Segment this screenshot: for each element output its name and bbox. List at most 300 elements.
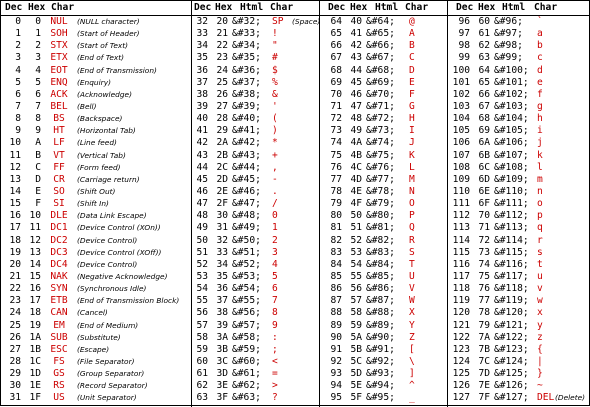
hex-value: 34 <box>216 258 228 270</box>
table-row <box>320 368 447 380</box>
hex-value: 44 <box>350 64 362 76</box>
table-row <box>1 150 191 162</box>
column-header <box>320 1 447 16</box>
html-code: &#35; <box>232 52 261 64</box>
dec-value: 39 <box>196 100 208 112</box>
header-char: Char <box>270 2 294 13</box>
dec-value: 58 <box>196 331 208 343</box>
dec-value: 91 <box>330 343 342 355</box>
char-value: Q <box>409 222 415 234</box>
char-description: (Line feed) <box>77 138 117 148</box>
hex-value: 69 <box>478 125 490 137</box>
dec-value: 57 <box>196 319 208 331</box>
hex-value: 57 <box>350 295 362 307</box>
char-value: @ <box>409 16 415 27</box>
dec-value: 73 <box>330 125 342 137</box>
table-row <box>320 40 447 52</box>
dec-value: 126 <box>452 380 470 392</box>
dec-value: 62 <box>196 380 208 392</box>
html-code: &#43; <box>232 149 261 161</box>
char-description: (Acknowledge) <box>77 89 132 99</box>
table-row <box>1 344 191 356</box>
dec-value: 36 <box>196 64 208 76</box>
hex-value: 2E <box>216 185 228 197</box>
char-description: (Bell) <box>77 101 97 111</box>
hex-value: E <box>35 185 41 197</box>
html-code: &#92; <box>366 355 395 367</box>
hex-value: 29 <box>216 125 228 137</box>
table-row <box>192 307 319 319</box>
header-dec: Dec <box>5 2 23 13</box>
html-code: &#87; <box>366 295 395 307</box>
char-value: u <box>537 270 543 282</box>
html-code: &#79; <box>366 198 395 210</box>
table-row <box>448 235 590 247</box>
hex-value: 35 <box>216 270 228 282</box>
hex-value: 6B <box>478 149 490 161</box>
char-value: ) <box>272 125 278 137</box>
char-value: 5 <box>272 270 278 282</box>
html-code: &#126; <box>494 380 529 392</box>
dec-value: 7 <box>15 100 21 112</box>
dec-value: 97 <box>458 28 470 40</box>
hex-value: 50 <box>350 210 362 222</box>
hex-value: 1A <box>29 331 41 343</box>
char-value: c <box>537 52 543 64</box>
hex-value: 8 <box>35 113 41 125</box>
table-row <box>320 65 447 77</box>
char-value: + <box>272 149 278 161</box>
char-description: (Form feed) <box>77 162 121 172</box>
char-value: U <box>409 270 415 282</box>
dec-value: 49 <box>196 222 208 234</box>
html-code: &#107; <box>494 149 529 161</box>
dec-value: 109 <box>452 173 470 185</box>
ascii-column-uppercase <box>320 1 448 407</box>
char-value: EOT <box>50 64 68 76</box>
char-value: * <box>272 137 278 149</box>
html-code: &#41; <box>232 125 261 137</box>
char-value: G <box>409 100 415 112</box>
hex-value: 7F <box>478 392 490 404</box>
table-row <box>448 283 590 295</box>
char-value: | <box>537 355 543 367</box>
char-description: (End of Text) <box>77 53 125 63</box>
html-code: &#88; <box>366 307 395 319</box>
table-row <box>320 198 447 210</box>
dec-value: 106 <box>452 137 470 149</box>
hex-value: 2D <box>216 173 228 185</box>
table-row <box>192 235 319 247</box>
char-value: z <box>537 331 543 343</box>
html-code: &#91; <box>366 343 395 355</box>
html-code: &#57; <box>232 319 261 331</box>
char-value: J <box>409 137 415 149</box>
html-code: &#111; <box>494 198 529 210</box>
char-value: ^ <box>409 380 415 392</box>
hex-value: 18 <box>29 307 41 319</box>
dec-value: 78 <box>330 185 342 197</box>
char-value: % <box>272 76 278 88</box>
html-code: &#116; <box>494 258 529 270</box>
table-row <box>1 392 191 404</box>
dec-value: 56 <box>196 307 208 319</box>
table-row <box>192 186 319 198</box>
dec-value: 125 <box>452 368 470 380</box>
table-row <box>320 271 447 283</box>
table-row <box>192 65 319 77</box>
hex-value: 71 <box>478 222 490 234</box>
dec-value: 26 <box>9 331 21 343</box>
header-dec: Dec <box>456 2 474 13</box>
column-rows <box>192 16 319 405</box>
char-value: a <box>537 28 543 40</box>
table-row <box>192 222 319 234</box>
table-row <box>192 28 319 40</box>
html-code: &#60; <box>232 355 261 367</box>
char-value: R <box>409 234 415 246</box>
dec-value: 69 <box>330 76 342 88</box>
table-row <box>448 150 590 162</box>
html-code: &#80; <box>366 210 395 222</box>
dec-value: 114 <box>452 234 470 246</box>
dec-value: 14 <box>9 185 21 197</box>
char-description: (Shift Out) <box>77 186 116 196</box>
dec-value: 121 <box>452 319 470 331</box>
html-code: &#32; <box>232 16 261 27</box>
dec-value: 124 <box>452 355 470 367</box>
char-description: (Group Separator) <box>77 369 145 379</box>
dec-value: 42 <box>196 137 208 149</box>
hex-value: 5F <box>350 392 362 404</box>
html-code: &#110; <box>494 185 529 197</box>
table-row <box>320 332 447 344</box>
char-value: x <box>537 307 543 319</box>
char-value: d <box>537 64 543 76</box>
dec-value: 3 <box>15 52 21 64</box>
char-value: SI <box>53 198 65 210</box>
dec-value: 120 <box>452 307 470 319</box>
table-row <box>192 210 319 222</box>
hex-value: 63 <box>478 52 490 64</box>
dec-value: 59 <box>196 343 208 355</box>
table-row <box>1 198 191 210</box>
html-code: &#85; <box>366 270 395 282</box>
header-hex: Hex <box>478 2 496 13</box>
table-row <box>448 198 590 210</box>
html-code: &#75; <box>366 149 395 161</box>
hex-value: 22 <box>216 40 228 52</box>
html-code: &#76; <box>366 161 395 173</box>
hex-value: D <box>35 173 41 185</box>
dec-value: 30 <box>9 380 21 392</box>
table-row <box>320 380 447 392</box>
char-description: (Record Separator) <box>77 381 148 391</box>
table-row <box>1 137 191 149</box>
dec-value: 99 <box>458 52 470 64</box>
table-row <box>320 259 447 271</box>
dec-value: 41 <box>196 125 208 137</box>
table-row <box>448 392 590 404</box>
html-code: &#44; <box>232 161 261 173</box>
hex-value: 0 <box>35 16 41 27</box>
char-description: (Escape) <box>77 344 110 354</box>
table-row <box>192 89 319 101</box>
hex-value: 15 <box>29 270 41 282</box>
html-code: &#81; <box>366 222 395 234</box>
char-description: (Shift In) <box>77 199 109 209</box>
hex-value: 1D <box>29 368 41 380</box>
dec-value: 85 <box>330 270 342 282</box>
table-row <box>320 392 447 404</box>
dec-value: 47 <box>196 198 208 210</box>
html-code: &#69; <box>366 76 395 88</box>
header-dec: Dec <box>194 2 212 13</box>
char-description: (End of Medium) <box>77 320 139 330</box>
char-value: B <box>409 40 415 52</box>
char-value: SUB <box>50 331 68 343</box>
dec-value: 2 <box>15 40 21 52</box>
char-description: (Device Control) <box>77 259 138 269</box>
char-value: j <box>537 137 543 149</box>
table-row <box>1 380 191 392</box>
hex-value: 4B <box>350 149 362 161</box>
char-value: m <box>537 173 543 185</box>
char-description: (Substitute) <box>77 332 121 342</box>
dec-value: 117 <box>452 270 470 282</box>
html-code: &#109; <box>494 173 529 185</box>
table-row <box>320 125 447 137</box>
dec-value: 11 <box>9 149 21 161</box>
dec-value: 45 <box>196 173 208 185</box>
table-row <box>320 137 447 149</box>
table-row <box>192 101 319 113</box>
table-row <box>1 186 191 198</box>
table-row <box>448 259 590 271</box>
char-value: P <box>409 210 415 222</box>
dec-value: 6 <box>15 88 21 100</box>
table-row <box>1 332 191 344</box>
char-value: w <box>537 295 543 307</box>
html-code: &#103; <box>494 100 529 112</box>
hex-value: 33 <box>216 246 228 258</box>
html-code: &#52; <box>232 258 261 270</box>
table-row <box>320 356 447 368</box>
dec-value: 74 <box>330 137 342 149</box>
dec-value: 4 <box>15 64 21 76</box>
hex-value: 68 <box>478 113 490 125</box>
char-value: N <box>409 185 415 197</box>
hex-value: 48 <box>350 113 362 125</box>
dec-value: 9 <box>15 125 21 137</box>
table-row <box>1 52 191 64</box>
table-row <box>448 65 590 77</box>
char-value: g <box>537 100 543 112</box>
hex-value: 54 <box>350 258 362 270</box>
dec-value: 102 <box>452 88 470 100</box>
html-code: &#68; <box>366 64 395 76</box>
dec-value: 71 <box>330 100 342 112</box>
table-row <box>192 332 319 344</box>
table-row <box>448 28 590 40</box>
hex-value: 59 <box>350 319 362 331</box>
table-row <box>1 222 191 234</box>
dec-value: 67 <box>330 52 342 64</box>
html-code: &#89; <box>366 319 395 331</box>
table-row <box>192 380 319 392</box>
table-row <box>320 186 447 198</box>
table-row <box>448 16 590 28</box>
dec-value: 0 <box>15 16 21 27</box>
table-row <box>1 259 191 271</box>
dec-value: 119 <box>452 295 470 307</box>
dec-value: 29 <box>9 368 21 380</box>
html-code: &#120; <box>494 307 529 319</box>
char-description: (Data Link Escape) <box>77 211 147 221</box>
html-code: &#77; <box>366 173 395 185</box>
table-row <box>320 222 447 234</box>
hex-value: 38 <box>216 307 228 319</box>
char-description: (Negative Acknowledge) <box>77 271 168 281</box>
table-row <box>448 40 590 52</box>
char-value: EM <box>53 319 65 331</box>
dec-value: 25 <box>9 319 21 331</box>
char-value: W <box>409 295 415 307</box>
hex-value: 60 <box>478 16 490 27</box>
dec-value: 23 <box>9 295 21 307</box>
dec-value: 19 <box>9 246 21 258</box>
dec-value: 68 <box>330 64 342 76</box>
char-value: < <box>272 355 278 367</box>
hex-value: 10 <box>29 210 41 222</box>
char-value: SOH <box>50 28 68 40</box>
table-row <box>1 283 191 295</box>
char-value: Z <box>409 331 415 343</box>
header-char: Char <box>51 2 75 13</box>
html-code: &#50; <box>232 234 261 246</box>
dec-value: 112 <box>452 210 470 222</box>
table-row <box>192 368 319 380</box>
hex-value: 65 <box>478 76 490 88</box>
table-row <box>192 344 319 356</box>
html-code: &#104; <box>494 113 529 125</box>
table-row <box>1 89 191 101</box>
dec-value: 21 <box>9 270 21 282</box>
header-html: Html <box>240 2 264 13</box>
column-header <box>448 1 590 16</box>
table-row <box>1 307 191 319</box>
char-value: 6 <box>272 283 278 295</box>
char-description: (Unit Separator) <box>77 393 137 403</box>
html-code: &#37; <box>232 76 261 88</box>
html-code: &#70; <box>366 88 395 100</box>
html-code: &#90; <box>366 331 395 343</box>
dec-value: 66 <box>330 40 342 52</box>
dec-value: 81 <box>330 222 342 234</box>
hex-value: 20 <box>216 16 228 27</box>
dec-value: 48 <box>196 210 208 222</box>
hex-value: 2 <box>35 40 41 52</box>
column-rows <box>448 16 590 405</box>
hex-value: 23 <box>216 52 228 64</box>
html-code: &#40; <box>232 113 261 125</box>
table-row <box>192 150 319 162</box>
char-value: BS <box>53 113 65 125</box>
hex-value: 3B <box>216 343 228 355</box>
table-row <box>448 186 590 198</box>
hex-value: 9 <box>35 125 41 137</box>
hex-value: 4E <box>350 185 362 197</box>
column-header <box>192 1 319 16</box>
hex-value: 6E <box>478 185 490 197</box>
char-value: ] <box>409 368 415 380</box>
table-row <box>1 28 191 40</box>
char-value: ` <box>537 16 543 27</box>
dec-value: 108 <box>452 161 470 173</box>
html-code: &#122; <box>494 331 529 343</box>
dec-value: 10 <box>9 137 21 149</box>
dec-value: 15 <box>9 198 21 210</box>
char-value: 2 <box>272 234 278 246</box>
char-value: p <box>537 210 543 222</box>
hex-value: 16 <box>29 283 41 295</box>
dec-value: 65 <box>330 28 342 40</box>
hex-value: 4A <box>350 137 362 149</box>
table-row <box>192 52 319 64</box>
html-code: &#38; <box>232 88 261 100</box>
dec-value: 83 <box>330 246 342 258</box>
table-row <box>320 283 447 295</box>
table-row <box>1 101 191 113</box>
html-code: &#36; <box>232 64 261 76</box>
char-value: V <box>409 283 415 295</box>
char-value: 0 <box>272 210 278 222</box>
hex-value: 62 <box>478 40 490 52</box>
table-row <box>320 307 447 319</box>
char-value: f <box>537 88 543 100</box>
char-value: v <box>537 283 543 295</box>
hex-value: 51 <box>350 222 362 234</box>
char-value: M <box>409 173 415 185</box>
char-value: E <box>409 76 415 88</box>
dec-value: 96 <box>458 16 470 27</box>
hex-value: 24 <box>216 64 228 76</box>
char-value: O <box>409 198 415 210</box>
dec-value: 8 <box>15 113 21 125</box>
html-code: &#62; <box>232 380 261 392</box>
table-row <box>1 40 191 52</box>
table-row <box>448 113 590 125</box>
table-row <box>320 150 447 162</box>
dec-value: 79 <box>330 198 342 210</box>
html-code: &#78; <box>366 185 395 197</box>
hex-value: B <box>35 149 41 161</box>
table-row <box>192 271 319 283</box>
char-value: ACK <box>50 88 68 100</box>
char-value: CR <box>53 173 65 185</box>
dec-value: 82 <box>330 234 342 246</box>
hex-value: 42 <box>350 40 362 52</box>
dec-value: 16 <box>9 210 21 222</box>
table-row <box>448 344 590 356</box>
ascii-column-lowercase <box>448 1 590 407</box>
html-code: &#67; <box>366 52 395 64</box>
table-row <box>448 137 590 149</box>
html-code: &#124; <box>494 355 529 367</box>
dec-value: 52 <box>196 258 208 270</box>
char-value: H <box>409 113 415 125</box>
char-value: RS <box>53 380 65 392</box>
